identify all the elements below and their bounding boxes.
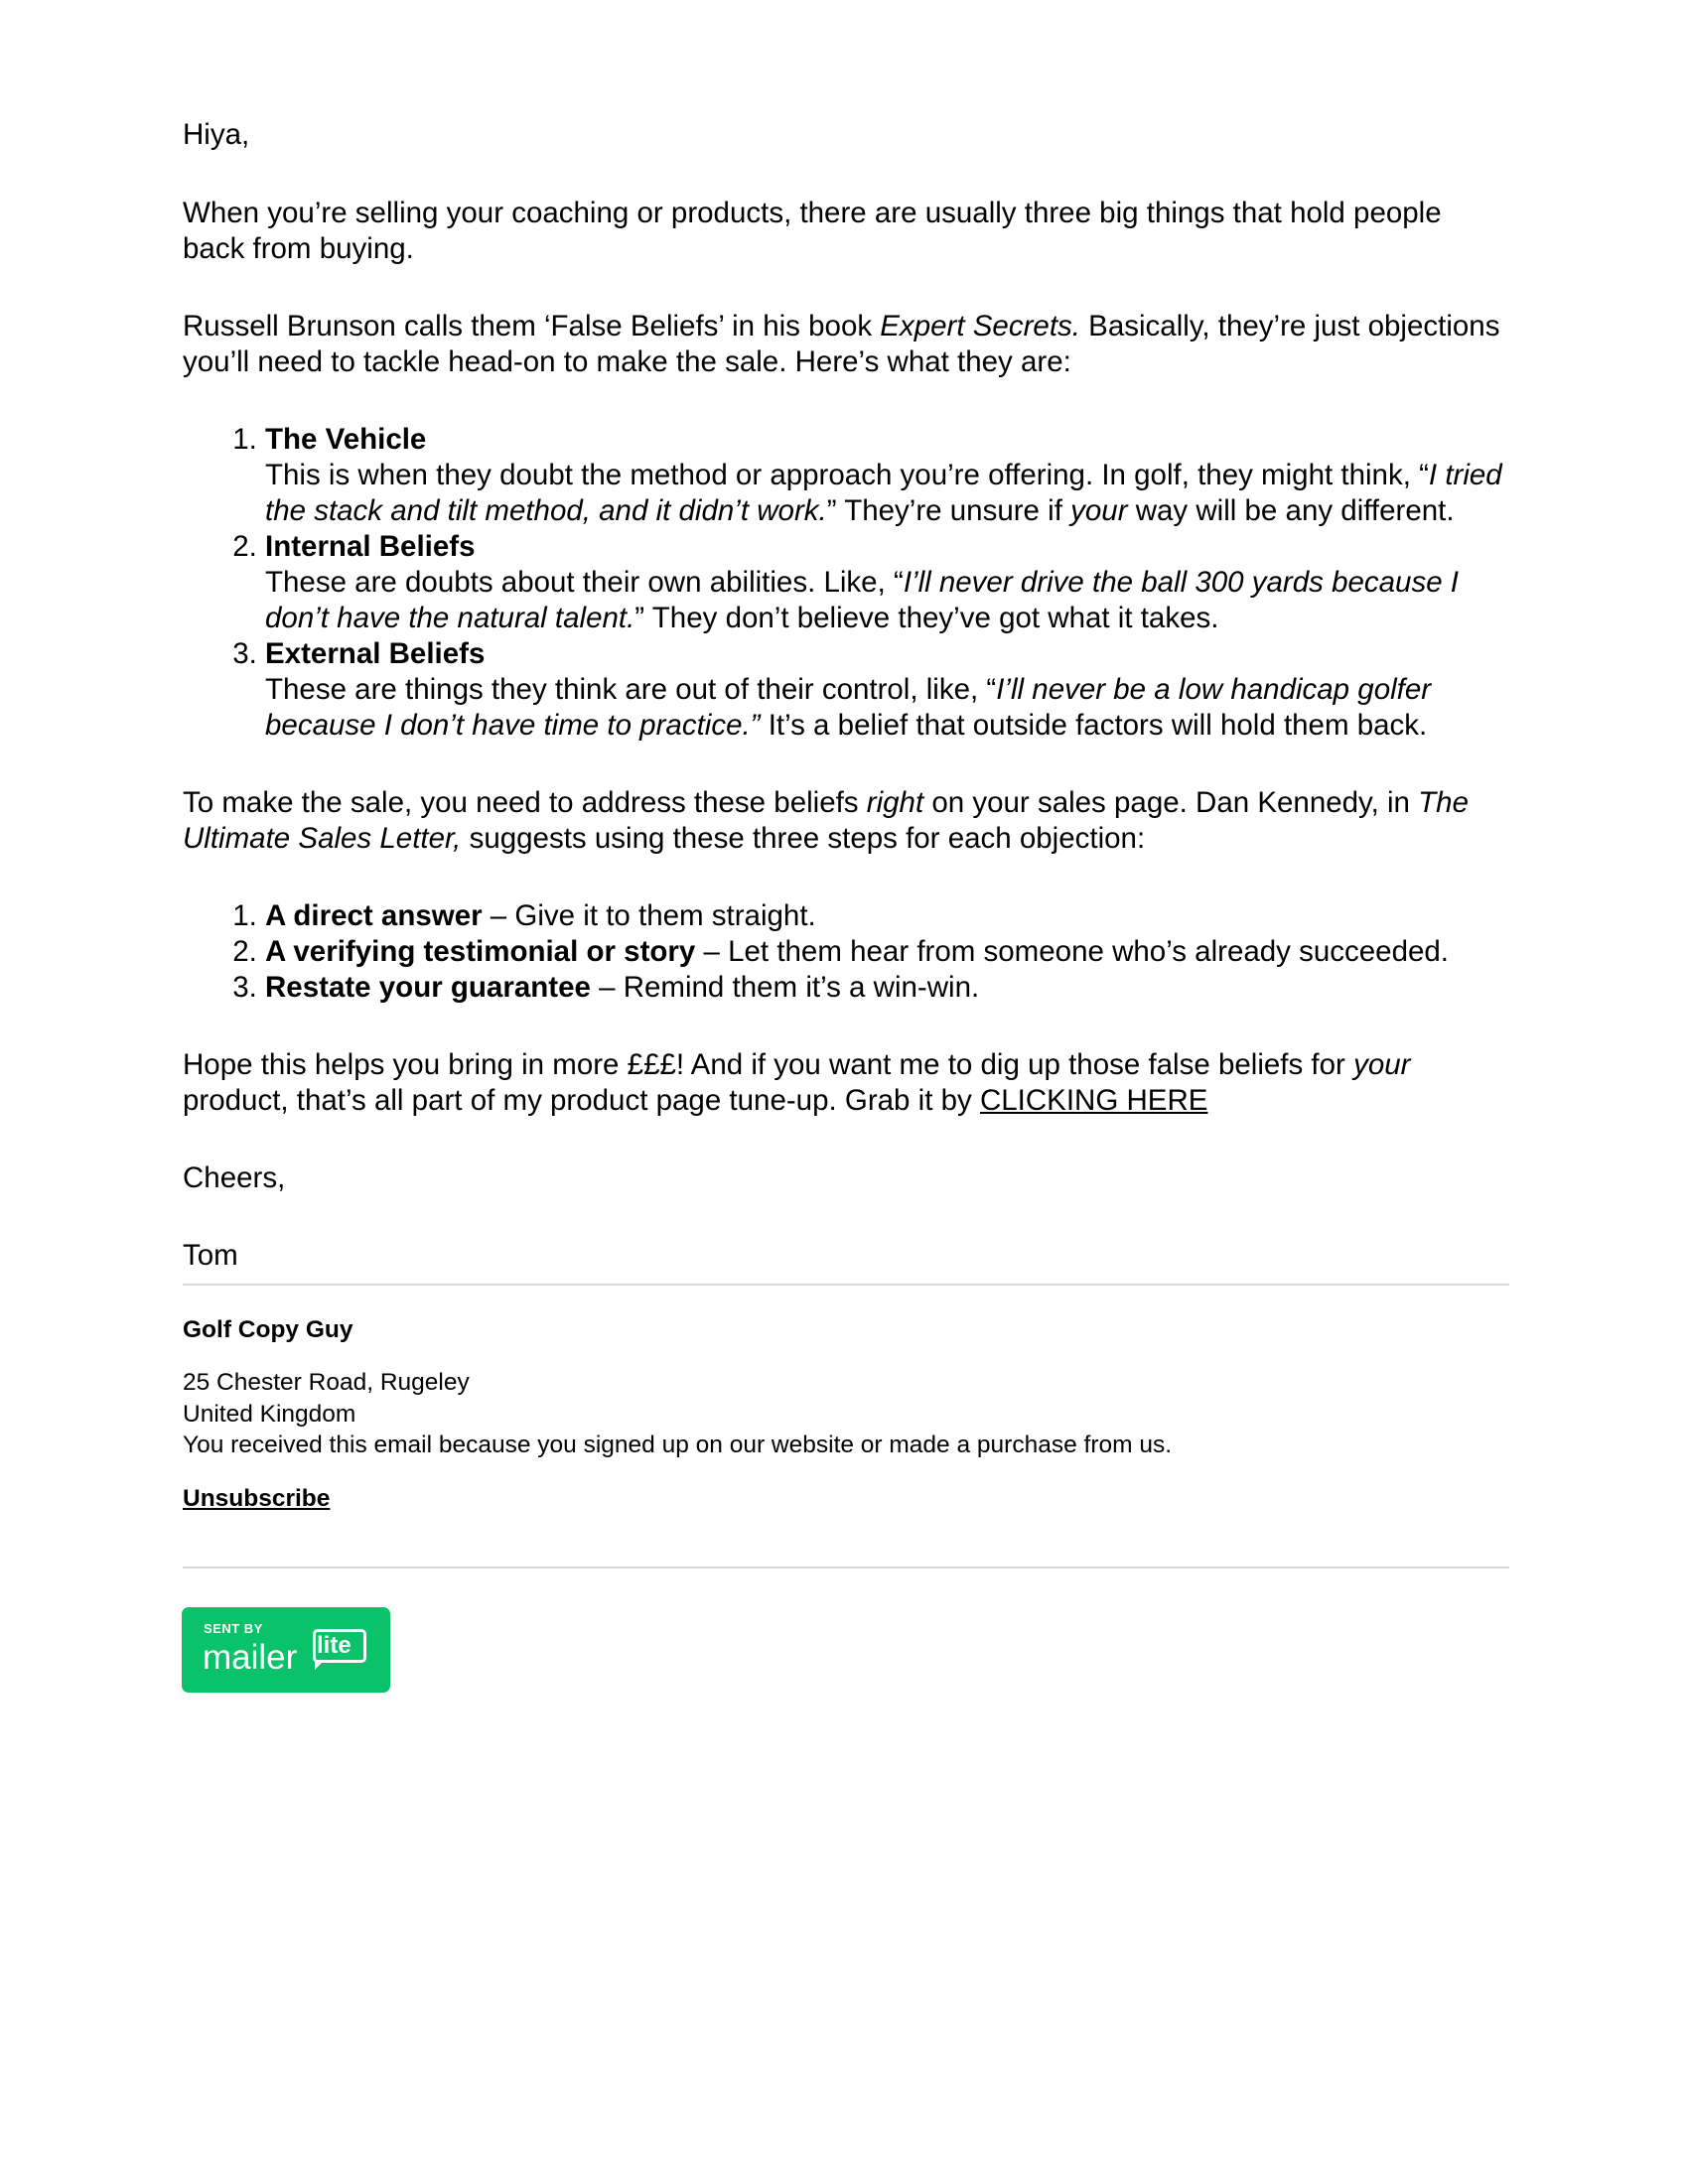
- signoff: Cheers,: [183, 1161, 286, 1194]
- belief-title: The Vehicle: [265, 423, 427, 456]
- badge-mailer-text: mailer: [203, 1638, 298, 1677]
- address-country: United Kingdom: [183, 1400, 356, 1428]
- list-item: 2. A verifying testimonial or story – Let them hear from someone who’s already succeeded.: [265, 934, 1509, 970]
- beliefs-list: [183, 422, 1509, 744]
- address-beliefs-paragraph: To make the sale, you need to address these beliefs right on your sales page. Dan Kennedy, in The Ultimate Sales Letter, suggests using these three steps for each objection:: [183, 786, 1469, 855]
- badge-lite-text: lite: [317, 1632, 352, 1659]
- belief-title: External Beliefs: [265, 637, 486, 670]
- steps-list: [183, 898, 1509, 1006]
- list-item: 1. A direct answer – Give it to them straight.: [265, 898, 1509, 934]
- subscription-notice: You received this email because you signed up on our website or made a purchase from us.: [183, 1432, 1173, 1458]
- email-body: [183, 117, 1509, 1315]
- mailerlite-badge[interactable]: [182, 1607, 390, 1693]
- footer-address: [183, 1367, 1509, 1461]
- intro-paragraph: When you’re selling your coaching or products, there are usually three big things that hold people back from buying.: [183, 197, 1442, 265]
- belief-title: Internal Beliefs: [265, 530, 476, 563]
- unsubscribe-link[interactable]: Unsubscribe: [183, 1485, 331, 1512]
- address-line: 25 Chester Road, Rugeley: [183, 1369, 470, 1396]
- list-item: 1. The Vehicle This is when they doubt the method or approach you’re offering. In golf, they might think, “I tried the stack and tilt method, and it didn’t work.” They’re unsure if your way will be any different.: [265, 422, 1509, 529]
- book-title: Expert Secrets.: [880, 310, 1080, 342]
- footer-divider-bottom: [183, 1567, 1509, 1569]
- list-item: 3. Restate your guarantee – Remind them it’s a win-win.: [265, 970, 1509, 1006]
- list-item: 2. Internal Beliefs These are doubts about their own abilities. Like, “I’ll never drive the ball 300 yards because I don’t have the natural talent.” They don’t believe they’ve got what it takes.: [265, 529, 1509, 636]
- badge-sent-by: SENT BY: [204, 1621, 263, 1636]
- list-item: 3. External Beliefs These are things they think are out of their control, like, “I’ll never be a low handicap golfer because I don’t have time to practice.” It’s a belief that outside factors will hold them back.: [265, 636, 1509, 744]
- signature: Tom: [183, 1239, 238, 1272]
- greeting: Hiya,: [183, 118, 250, 151]
- company-name: Golf Copy Guy: [183, 1316, 353, 1343]
- book-title: The Ultimate Sales Letter,: [183, 786, 1469, 855]
- closing-paragraph: Hope this helps you bring in more £££! And if you want me to dig up those false beliefs for your product, that’s all part of my product page tune-up. Grab it by CLICKING HERE: [183, 1048, 1411, 1117]
- clicking-here-link[interactable]: CLICKING HERE: [979, 1084, 1208, 1117]
- false-beliefs-paragraph: Russell Brunson calls them ‘False Beliefs’ in his book Expert Secrets. Basically, they’re just objections you’ll need to tackle head-on to make the sale. Here’s what they are:: [183, 310, 1500, 378]
- footer-divider-top: [183, 1284, 1509, 1286]
